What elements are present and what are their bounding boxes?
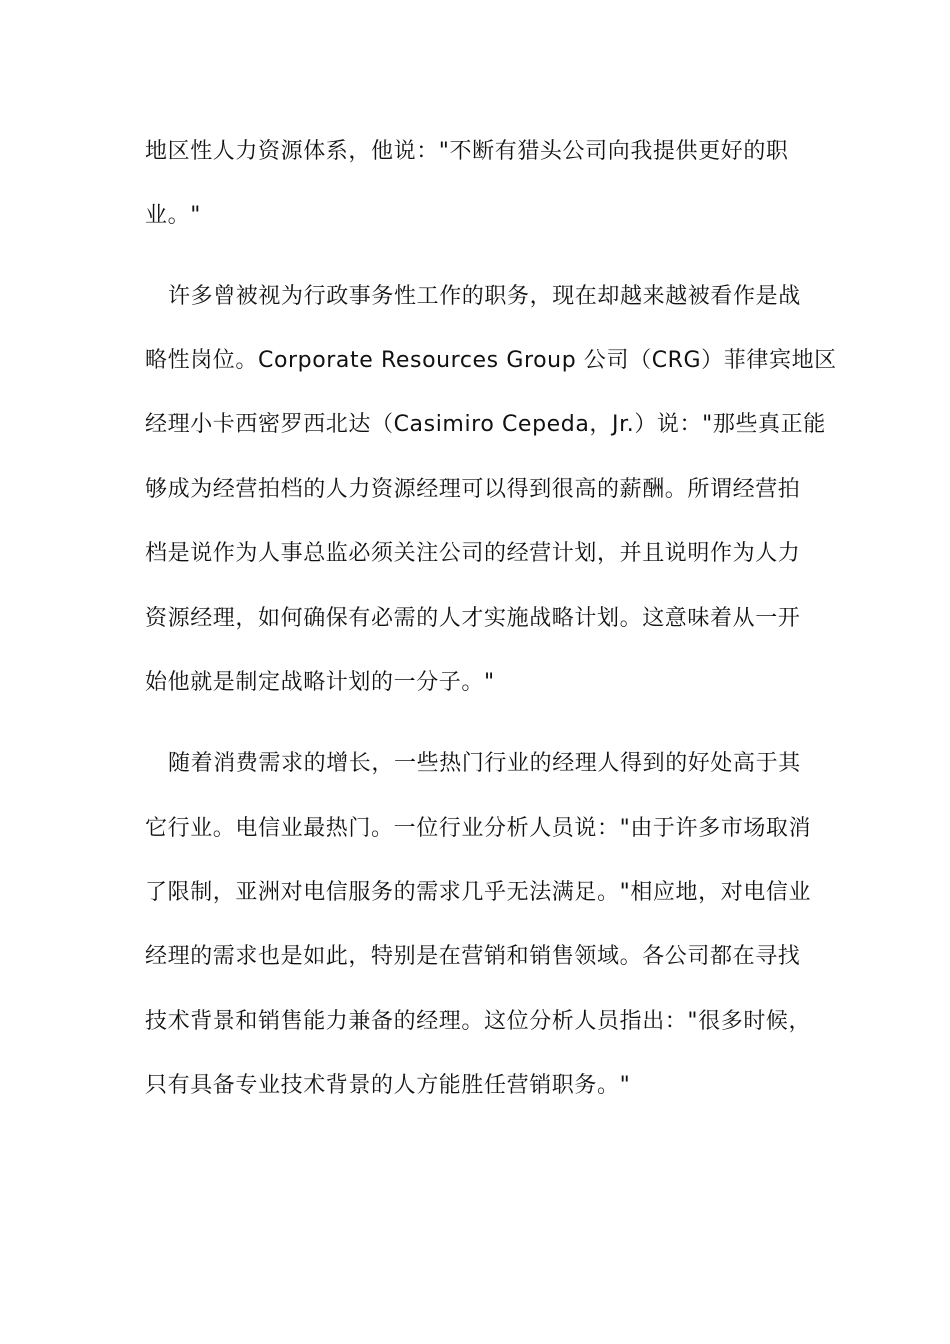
paragraph-2-line-2: 略性岗位。Corporate Resources Group 公司（CRG）菲律宾地区 bbox=[145, 348, 837, 373]
paragraph-3-line-2: 它行业。电信业最热门。一位行业分析人员说："由于许多市场取消 bbox=[145, 816, 812, 841]
paragraph-2-line-7: 始他就是制定战略计划的一分子。" bbox=[145, 670, 495, 695]
paragraph-3-line-5: 技术背景和销售能力兼备的经理。这位分析人员指出："很多时候， bbox=[145, 1009, 812, 1034]
paragraph-1-line-1: 地区性人力资源体系，他说："不断有猎头公司向我提供更好的职 bbox=[145, 139, 789, 164]
paragraph-3-line-6: 只有具备专业技术背景的人方能胜任营销职务。" bbox=[145, 1073, 631, 1098]
paragraph-1-line-2: 业。" bbox=[145, 203, 201, 228]
paragraph-2-line-5: 档是说作为人事总监必须关注公司的经营计划，并且说明作为人力 bbox=[145, 541, 801, 566]
paragraph-2-line-3: 经理小卡西密罗西北达（Casimiro Cepeda，Jr.）说："那些真正能 bbox=[145, 412, 826, 437]
paragraph-3-line-3: 了限制，亚洲对电信服务的需求几乎无法满足。"相应地，对电信业 bbox=[145, 880, 812, 905]
paragraph-3-line-1: 随着消费需求的增长，一些热门行业的经理人得到的好处高于其 bbox=[168, 751, 801, 776]
paragraph-2-line-4: 够成为经营拍档的人力资源经理可以得到很高的薪酬。所谓经营拍 bbox=[145, 477, 801, 502]
paragraph-2-line-6: 资源经理，如何确保有必需的人才实施战略计划。这意味着从一开 bbox=[145, 606, 801, 631]
paragraph-3-line-4: 经理的需求也是如此，特别是在营销和销售领域。各公司都在寻找 bbox=[145, 944, 801, 969]
paragraph-2-line-1: 许多曾被视为行政事务性工作的职务，现在却越来越被看作是战 bbox=[168, 284, 801, 309]
